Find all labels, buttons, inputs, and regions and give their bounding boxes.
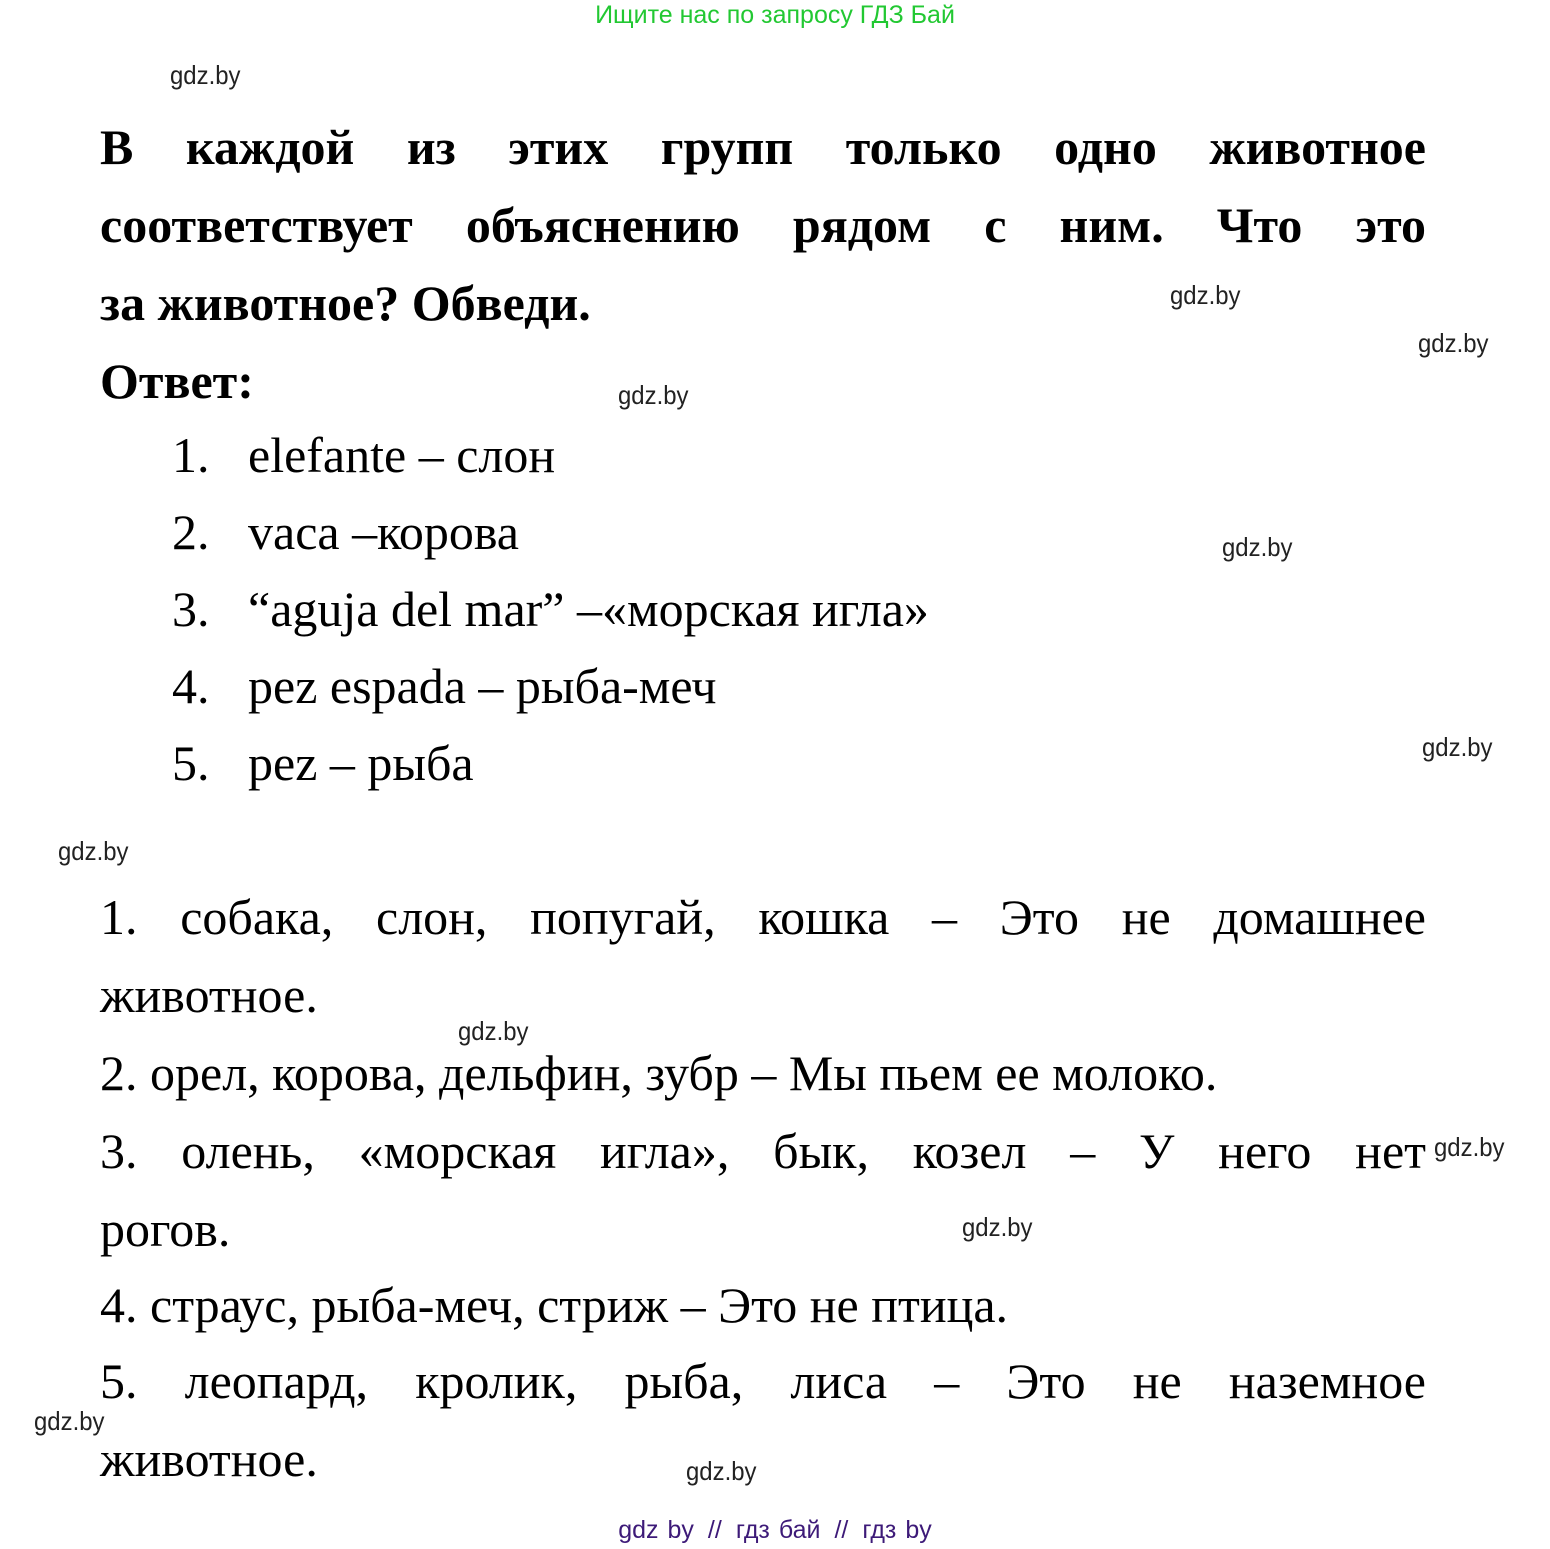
watermark: gdz.by	[1170, 280, 1241, 310]
watermark: gdz.by	[1222, 532, 1293, 562]
watermark: gdz.by	[170, 60, 241, 90]
footer-link-gdz-by[interactable]: gdz by	[618, 1516, 694, 1544]
watermark: gdz.by	[1434, 1132, 1505, 1162]
task-line: за животное? Обведи.	[100, 275, 591, 331]
vocab-item: 1. elefante – слон	[172, 427, 556, 483]
watermark: gdz.by	[618, 380, 689, 410]
answer-item: 1. собака, слон, попугай, кошка – Это не домашнее	[100, 889, 1426, 945]
task-line: В каждой из этих групп только одно животное	[100, 119, 1426, 175]
answer-item: 5. леопард, кролик, рыба, лиса – Это не наземное	[100, 1353, 1426, 1409]
answer-item: 4. страус, рыба-меч, стриж – Это не птица.	[100, 1277, 1009, 1333]
answer-item-continuation: животное.	[100, 1431, 318, 1487]
answer-heading: Ответ:	[100, 353, 254, 409]
answer-item: 3. олень, «морская игла», бык, козел – У него нет	[100, 1123, 1426, 1179]
footer-link-gdz-by-cyr[interactable]: гдз by	[862, 1516, 932, 1544]
vocab-item: 5. pez – рыба	[172, 735, 474, 791]
footer-separator: //	[707, 1516, 722, 1544]
watermark: gdz.by	[1418, 328, 1489, 358]
vocab-item: 4. pez espada – рыба-меч	[172, 658, 717, 714]
watermark: gdz.by	[1422, 732, 1493, 762]
vocab-item: 2. vaca –корова	[172, 504, 519, 560]
vocab-item: 3. “aguja del mar” –«морская игла»	[172, 581, 929, 637]
watermark: gdz.by	[458, 1016, 529, 1046]
watermark: gdz.by	[686, 1456, 757, 1486]
footer-separator: //	[834, 1516, 849, 1544]
search-banner[interactable]: Ищите нас по запросу ГДЗ Бай	[595, 1, 955, 29]
watermark: gdz.by	[34, 1406, 105, 1436]
watermark: gdz.by	[962, 1212, 1033, 1242]
task-statement	[100, 108, 1426, 342]
answer-item-continuation: рогов.	[100, 1201, 231, 1257]
footer-link-gdz-bai[interactable]: гдз бай	[735, 1516, 821, 1544]
watermark: gdz.by	[58, 836, 129, 866]
task-line: соответствует объяснению рядом с ним. Что это	[100, 197, 1426, 253]
footer-links	[0, 1513, 1550, 1547]
answer-item-continuation: животное.	[100, 967, 318, 1023]
answer-item: 2. орел, корова, дельфин, зубр – Мы пьем ее молоко.	[100, 1045, 1218, 1101]
